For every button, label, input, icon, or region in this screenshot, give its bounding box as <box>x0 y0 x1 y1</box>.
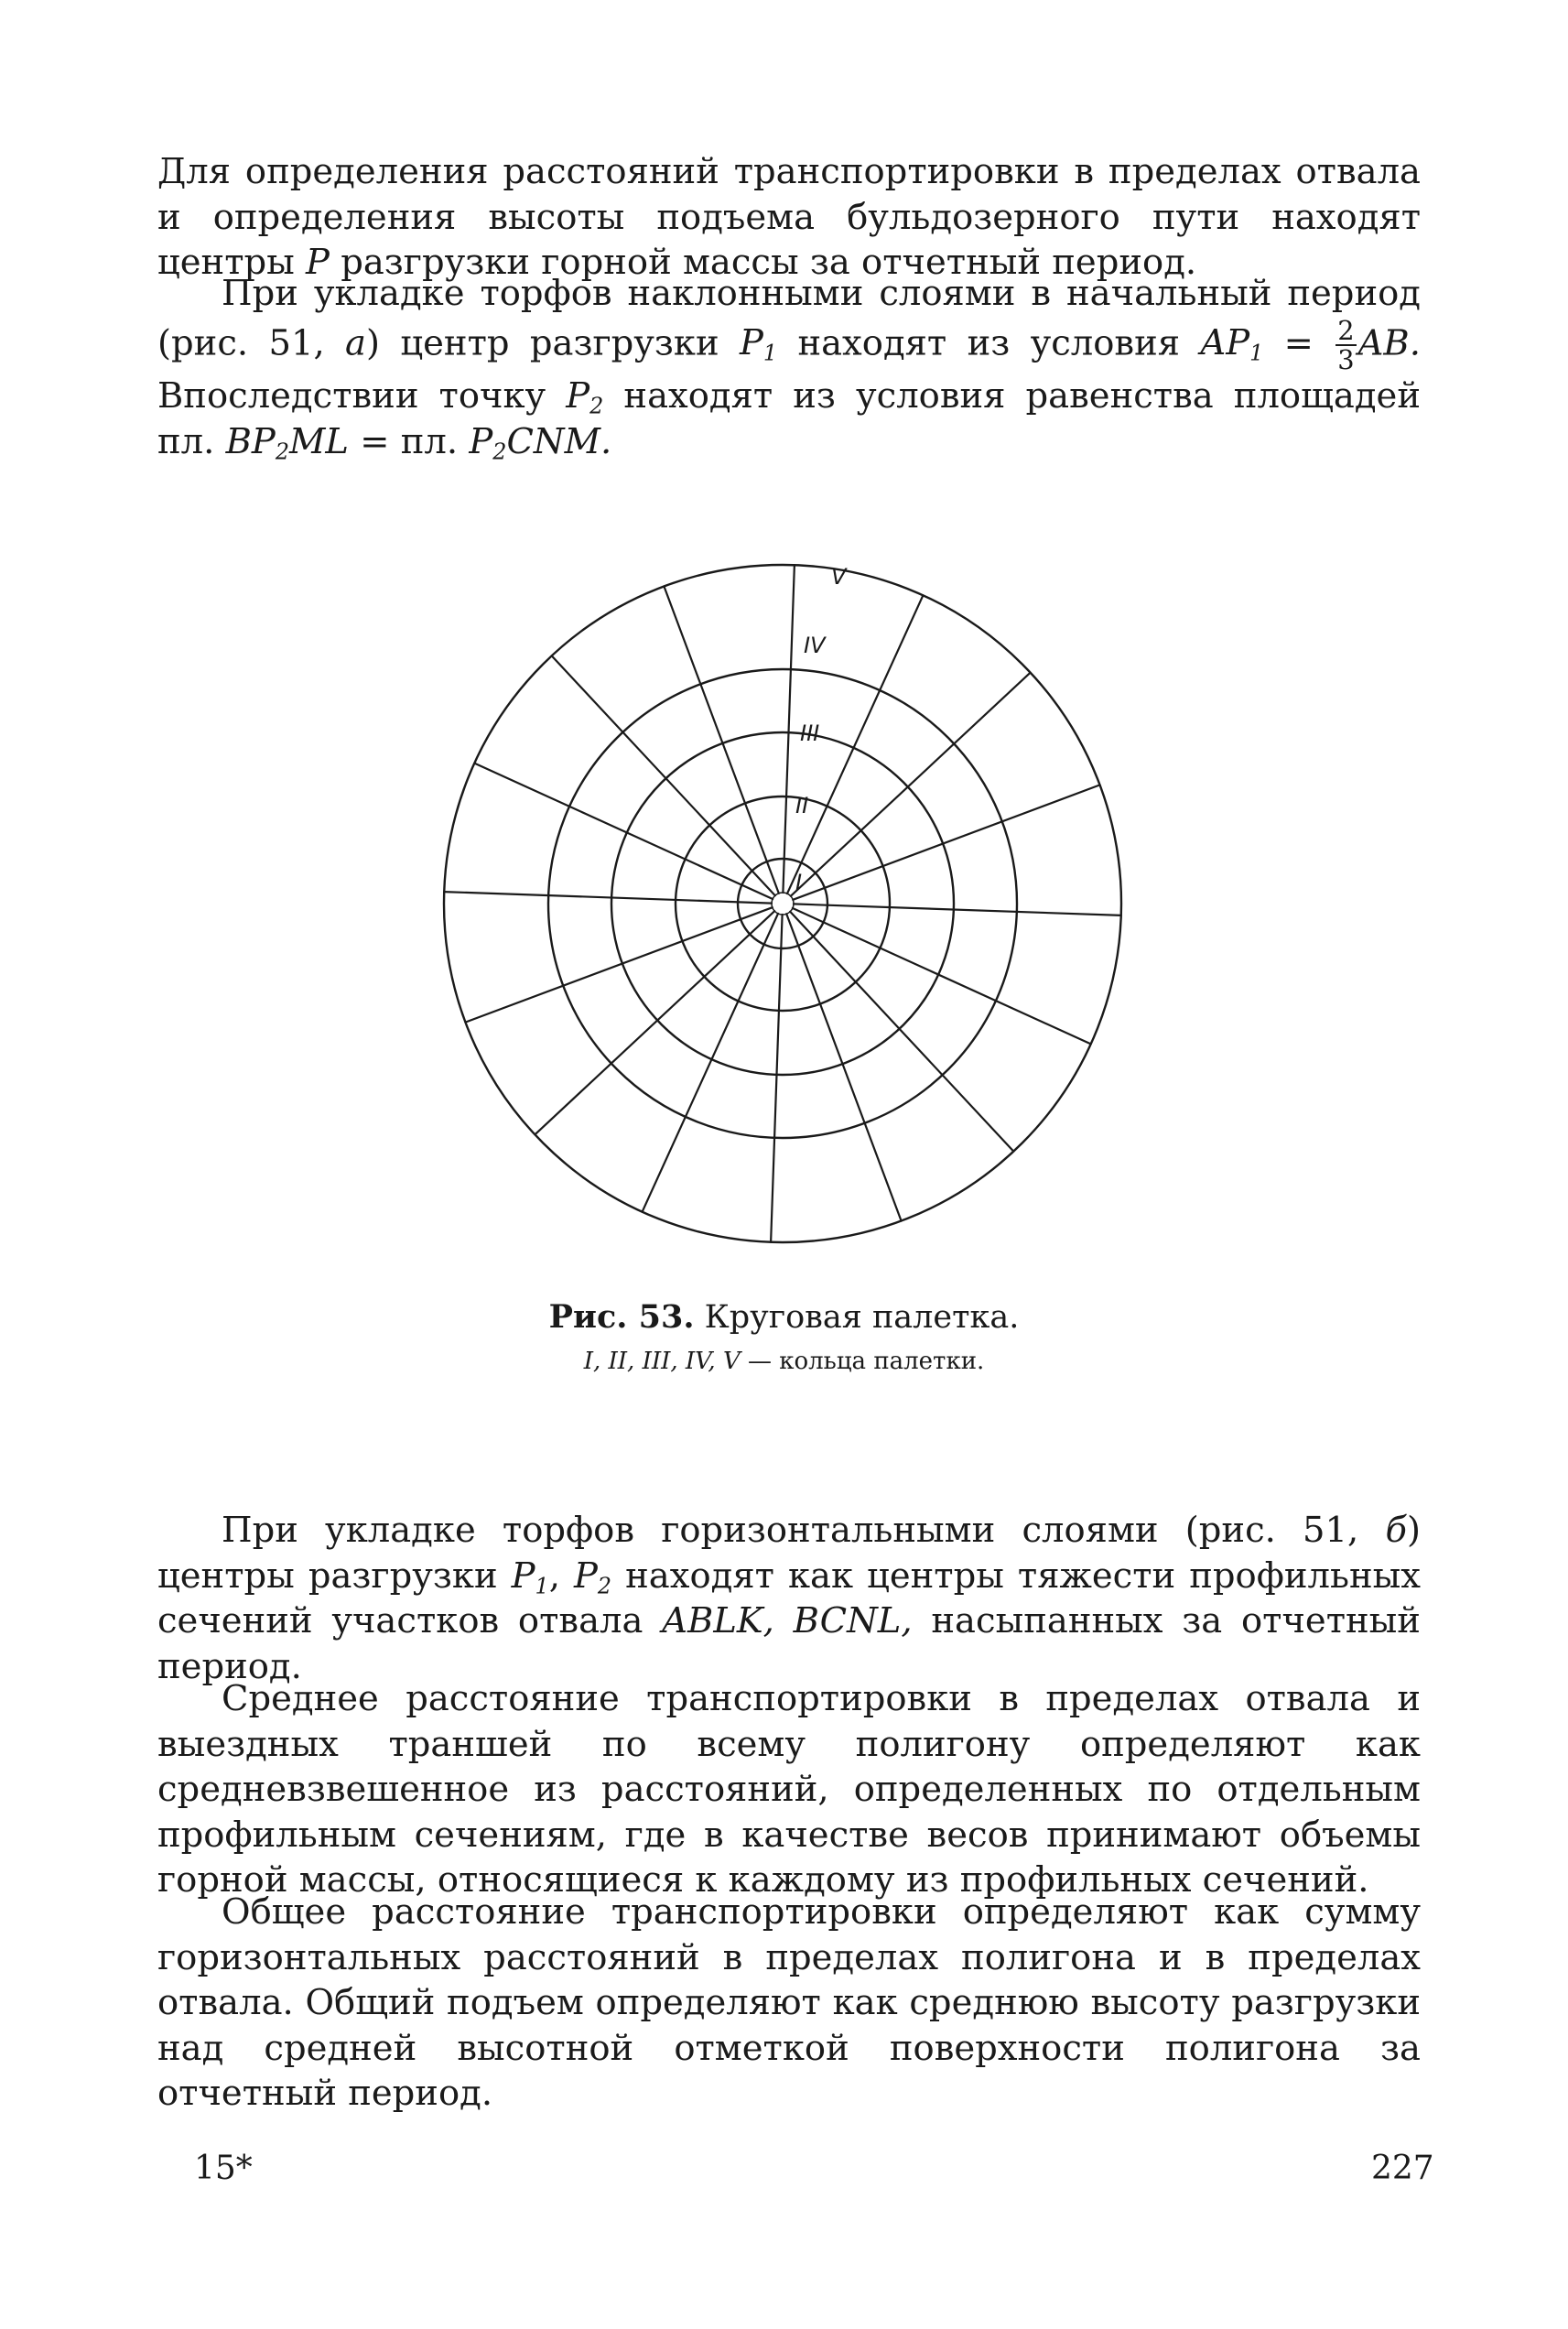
sector-line <box>793 908 1091 1044</box>
p1-text: Для определения расстояний транспортировки в пределах отвала и определения высоты подъема бульдозерного пути находят центры <box>157 151 1421 283</box>
var-p2: $P_2$ <box>566 375 604 419</box>
p1-end: разгрузки горной массы за отчетный период. <box>341 242 1197 283</box>
sector-line <box>783 565 795 893</box>
paragraph-1 <box>157 149 1421 286</box>
legend-romans: I, II, III, IV, V <box>583 1348 741 1375</box>
sector-line <box>444 892 772 904</box>
sector-line <box>794 904 1121 915</box>
paragraph-2: При укладке торфов наклонными слоями в начальный период (рис. 51, а) центр разгрузки $P_1$ находят из условия $AP_1$ = $\frac{2}{3}$ AB. Впоследствии точку $P_2$ находят из условия равенства площадей пл. $BP_2ML$ = пл. $P_2CNM$. <box>157 273 1421 465</box>
sector-line <box>793 785 1099 899</box>
ring-label-i: I <box>795 870 803 895</box>
ring-label-iv: IV <box>804 633 826 658</box>
sector-line <box>664 586 778 893</box>
printer-signature: 15* <box>194 2150 253 2187</box>
caption-title: Круговая палетка. <box>704 1299 1020 1336</box>
paragraph-4: Среднее расстояние транспортировки в пределах отвала и выездных траншей по всему полигону определяют как средневзвешенное из расстояний, определенных по отдельным профильным сечениям, где в качестве весов принимают объемы горной массы, относящиеся к каждому из профильных сечений. <box>157 1678 1421 1901</box>
ring-label-iii: III <box>800 720 820 746</box>
paragraph-5: Общее расстояние транспортировки определяют как сумму горизонтальных расстояний в пределах полигона и в пределах отвала. Общий подъем определяют как среднюю высоту разгрузки над средней высотной отметкой поверхности полигона за отчетный период. <box>157 1891 1421 2114</box>
circular-palette-figure <box>421 542 1144 1265</box>
sector-line <box>786 914 901 1220</box>
ring-circle <box>548 669 1017 1138</box>
area-bp2ml: $BP_2ML$ <box>225 420 349 465</box>
ring-label-v: V <box>831 564 847 590</box>
var-ap1: $AP_1$ <box>1200 321 1264 366</box>
figure-caption <box>0 1298 1568 1336</box>
ring-circle <box>676 796 890 1011</box>
p1-var: P <box>306 242 330 283</box>
ring-label-ii: II <box>795 793 809 818</box>
sector-line <box>771 915 783 1242</box>
caption-label: Рис. 53. <box>548 1298 695 1336</box>
ring-circle <box>738 859 827 948</box>
figure-legend <box>0 1348 1568 1375</box>
page-number: 227 <box>1371 2150 1434 2187</box>
sector-line <box>465 907 772 1022</box>
sector-line <box>643 914 778 1212</box>
paragraph-3: При укладке торфов горизонтальными слоями (рис. 51, б) центры разгрузки $P_1$, $P_2$ находят как центры тяжести профильных сечений участков отвала ABLK, BCNL, насыпанных за отчетный период. <box>157 1510 1421 1687</box>
area-p2cnm: $P_2CNM$. <box>469 420 612 465</box>
sector-line <box>474 764 773 899</box>
ring-circle <box>444 565 1121 1242</box>
fraction-two-thirds: $\frac{2}{3}$ <box>1337 314 1355 375</box>
legend-desc: — кольца палетки. <box>748 1348 985 1375</box>
var-p1: $P_1$ <box>740 321 778 366</box>
ring-circle <box>611 732 954 1075</box>
